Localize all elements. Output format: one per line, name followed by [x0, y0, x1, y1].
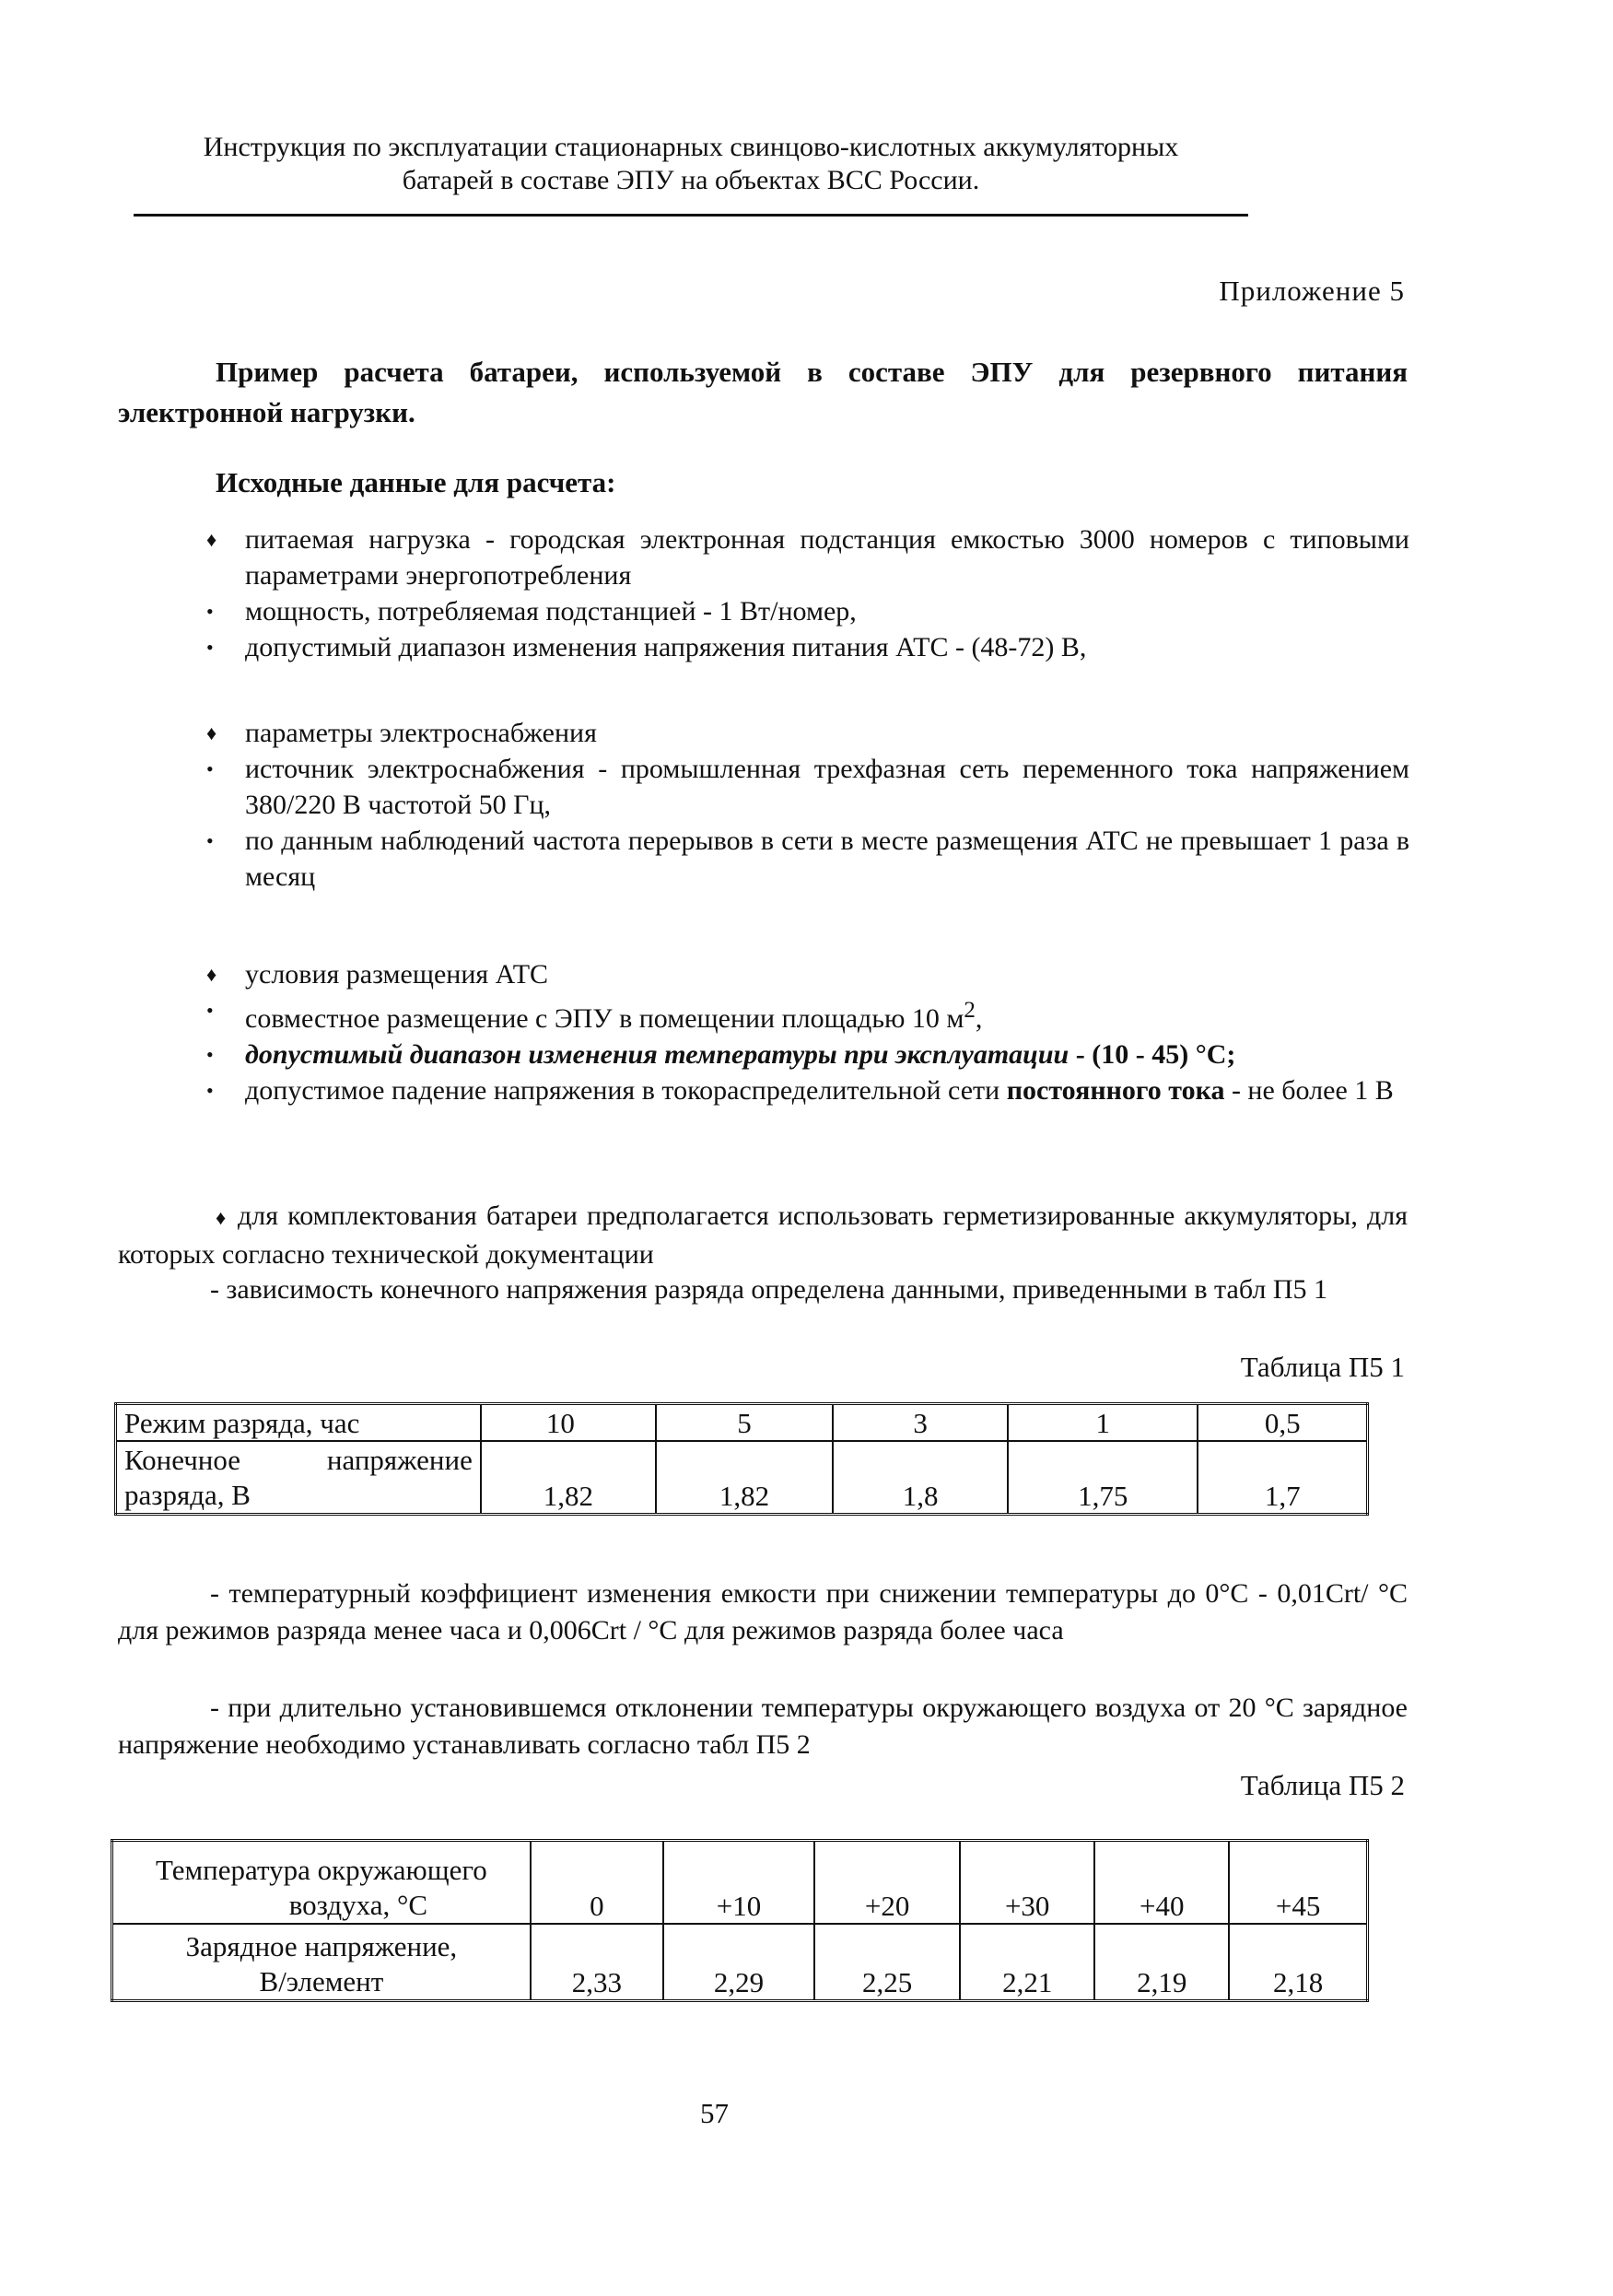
list-item-text: питаемая нагрузка - городская электронная подстанция емкостью 3000 номеров с типовыми параметрами энергопотребления — [245, 524, 1409, 591]
list-item — [203, 751, 1409, 823]
appendix-label: Приложение 5 — [1219, 275, 1405, 307]
list-item-tail: - не более 1 В — [1224, 1075, 1394, 1106]
list-group-power-supply — [203, 715, 1409, 895]
table-cell: +45 — [1229, 1841, 1367, 1924]
list-item-text: допустимый диапазон изменения напряжения питания АТС - (48-72) В, — [245, 632, 1087, 662]
round-bullet-icon: • — [206, 1043, 214, 1066]
label-line: Зарядное напряжение, — [185, 1930, 458, 1962]
table-cell: 1,7 — [1198, 1441, 1367, 1515]
table-2-caption: Таблица П5 2 — [1240, 1769, 1405, 1801]
list-group-load — [203, 521, 1409, 665]
diamond-bullet-icon: ♦ — [206, 721, 217, 744]
table-row — [116, 1404, 1368, 1441]
table-row — [116, 1441, 1368, 1515]
table-cell: +10 — [663, 1841, 814, 1924]
list-item — [203, 992, 1409, 1037]
table-cell: 2,33 — [531, 1924, 663, 2001]
paragraph-text: для комплектования батареи предполагается использовать герметизированные аккумуляторы, для которых согласно технической документации — [118, 1201, 1408, 1270]
table-cell: 10 — [481, 1404, 656, 1441]
list-item — [203, 1072, 1409, 1108]
list-item — [203, 521, 1409, 593]
round-bullet-icon: • — [206, 757, 214, 780]
header-line-2: батарей в составе ЭПУ на объектах ВСС России. — [402, 165, 980, 195]
table-cell-label: Режим разряда, час — [116, 1404, 481, 1441]
document-title: Пример расчета батареи, используемой в составе ЭПУ для резервного питания электронной нагрузки. — [118, 356, 1408, 428]
round-bullet-icon: • — [206, 829, 214, 852]
list-item-text: допустимое падение напряжения в токораспределительной сети — [245, 1075, 1007, 1106]
table-cell: 3 — [833, 1404, 1008, 1441]
table-cell: 1 — [1008, 1404, 1198, 1441]
table-cell: 1,8 — [833, 1441, 1008, 1515]
table-2-charge-voltage — [111, 1839, 1369, 2002]
list-item-text: условия размещения АТС — [245, 959, 549, 990]
table-cell: +20 — [814, 1841, 960, 1924]
section-subtitle: Исходные данные для расчета: — [216, 466, 616, 498]
table-cell: +30 — [960, 1841, 1094, 1924]
table-cell: 2,21 — [960, 1924, 1094, 2001]
list-item-tail: , — [975, 1003, 983, 1034]
superscript: 2 — [964, 998, 976, 1023]
diamond-bullet-icon: ♦ — [206, 963, 217, 986]
list-item-text: совместное размещение с ЭПУ в помещении площадью 10 м — [245, 1003, 964, 1034]
table-row — [112, 1841, 1368, 1924]
table-cell: 2,19 — [1094, 1924, 1229, 2001]
label-line — [124, 1443, 473, 1478]
list-item — [203, 593, 1409, 629]
label-line: воздуха, °С — [288, 1888, 428, 1921]
table-1-discharge — [114, 1402, 1369, 1516]
list-item — [203, 629, 1409, 665]
round-bullet-icon: • — [206, 999, 214, 1022]
paragraph-long-term-deviation: - при длительно установившемся отклонении температуры окружающего воздуха от 20 °С зарядное напряжение необходимо устанавливать согласно табл П5 2 — [118, 1693, 1408, 1760]
list-item — [203, 1037, 1409, 1072]
list-item-text: мощность, потребляемая подстанцией - 1 Вт/номер, — [245, 596, 857, 627]
table-cell: 1,82 — [481, 1441, 656, 1515]
page-number: 57 — [700, 2097, 729, 2129]
round-bullet-icon: • — [206, 1079, 214, 1102]
table-1-caption: Таблица П5 1 — [1240, 1351, 1405, 1383]
table-cell-label — [112, 1924, 531, 2001]
table-cell: 1,75 — [1008, 1441, 1198, 1515]
list-item-bold-text: постоянного тока — [1006, 1075, 1225, 1106]
table-cell: 0 — [531, 1841, 663, 1924]
diamond-bullet-icon: ♦ — [216, 1206, 228, 1229]
paragraph-dependency: - зависимость конечного напряжения разряда определена данными, приведенными в табл П5 1 — [210, 1274, 1327, 1305]
diamond-bullet-icon: ♦ — [206, 528, 217, 551]
table-cell: 1,82 — [656, 1441, 833, 1515]
table-cell: 2,25 — [814, 1924, 960, 2001]
label-line: В/элемент — [259, 1965, 384, 1997]
table-row — [112, 1924, 1368, 2001]
label-word: напряжение — [326, 1444, 473, 1476]
running-header — [129, 131, 1253, 197]
list-group-placement — [203, 956, 1409, 1108]
paragraph-batteries — [118, 1198, 1408, 1273]
list-item-text: параметры электроснабжения — [245, 718, 597, 748]
table-cell-label — [116, 1441, 481, 1515]
list-item — [203, 715, 1409, 751]
label-word: Конечное — [124, 1444, 241, 1476]
table-cell: +40 — [1094, 1841, 1229, 1924]
list-item-text: по данным наблюдений частота перерывов в сети в месте размещения АТС не превышает 1 раза в месяц — [245, 826, 1409, 892]
table-cell: 5 — [656, 1404, 833, 1441]
list-item — [203, 823, 1409, 895]
list-item-bold-text: - (10 - 45) °С; — [1069, 1039, 1236, 1070]
table-cell: 2,29 — [663, 1924, 814, 2001]
list-item-text: источник электроснабжения - промышленная трехфазная сеть переменного тока напряжением 380/220 В частотой 50 Гц, — [245, 754, 1409, 820]
list-item-italic-text: допустимый диапазон изменения температуры при эксплуатации — [245, 1039, 1069, 1070]
table-cell-label — [112, 1841, 531, 1924]
header-line-1: Инструкция по эксплуатации стационарных свинцово-кислотных аккумуляторных — [203, 132, 1179, 162]
label-line: Температура окружающего — [156, 1853, 487, 1886]
round-bullet-icon: • — [206, 600, 214, 623]
table-cell: 2,18 — [1229, 1924, 1367, 2001]
header-divider — [134, 214, 1248, 217]
label-line: разряда, В — [124, 1479, 251, 1511]
paragraph-temperature-coefficient: - температурный коэффициент изменения емкости при снижении температуры до 0°С - 0,01Crt/ °С для режимов разряда менее часа и 0,006Crt / °С для режимов разряда более часа — [118, 1578, 1408, 1646]
list-item — [203, 956, 1409, 992]
table-cell: 0,5 — [1198, 1404, 1367, 1441]
round-bullet-icon: • — [206, 636, 214, 659]
